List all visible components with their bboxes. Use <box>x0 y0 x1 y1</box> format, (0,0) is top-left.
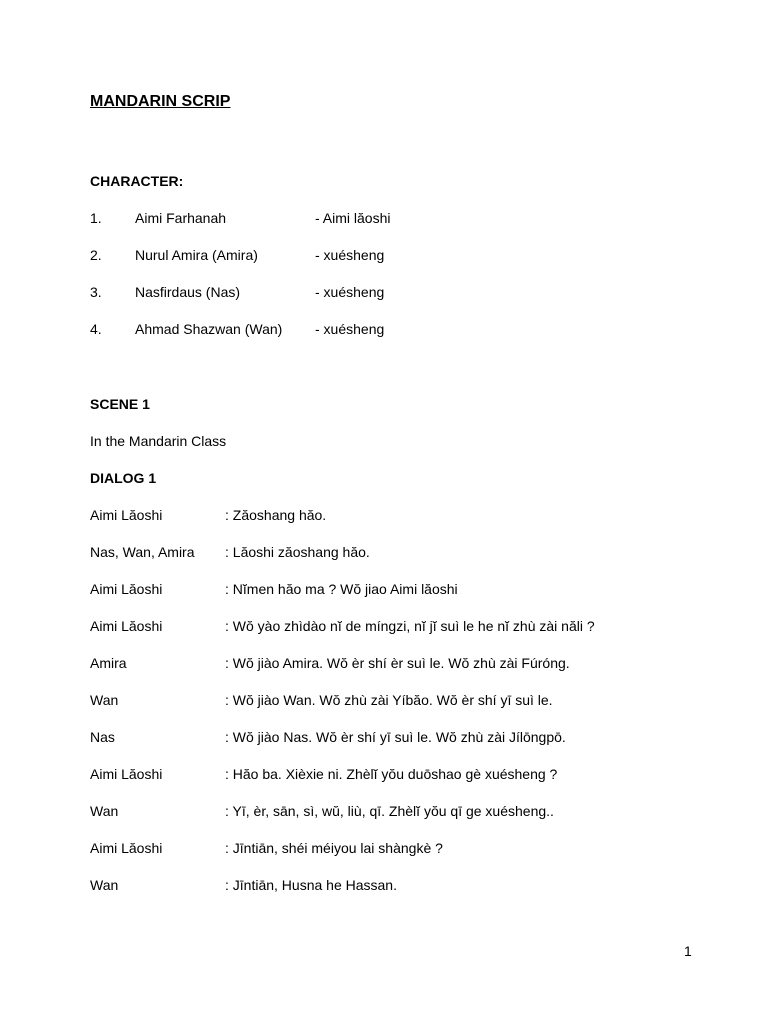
dialog-speech: : Wŏ jiào Wan. Wŏ zhù zài Yíbăo. Wŏ èr shí yī suì le. <box>225 692 553 708</box>
dialog-speaker: Aimi Lăoshi <box>90 507 163 523</box>
page-number: 1 <box>684 943 692 959</box>
dialog-speech: : Zăoshang hăo. <box>225 507 327 523</box>
dialog-speaker: Aimi Lăoshi <box>90 766 163 782</box>
character-name: Ahmad Shazwan (Wan) <box>135 321 283 337</box>
dialog-speech: : Wŏ yào zhìdào nĭ de míngzi, nĭ jĭ suì le he nĭ zhù zài năli ? <box>225 618 595 634</box>
dialog-heading: DIALOG 1 <box>90 470 157 486</box>
dialog-speech: : Lăoshi zăoshang hăo. <box>225 544 370 560</box>
dialog-speaker: Aimi Lăoshi <box>90 840 163 856</box>
character-role: - xuésheng <box>315 284 385 300</box>
character-number: 2. <box>90 247 102 263</box>
dialog-speaker: Amira <box>90 655 127 671</box>
dialog-speaker: Wan <box>90 803 119 819</box>
dialog-speech: : Nĭmen hăo ma ? Wŏ jiao Aimi lăoshi <box>225 581 458 597</box>
dialog-speech: : Jīntiān, Husna he Hassan. <box>225 877 397 893</box>
character-name: Nasfirdaus (Nas) <box>135 284 241 300</box>
character-role: - xuésheng <box>315 321 385 337</box>
dialog-speaker: Aimi Lăoshi <box>90 618 163 634</box>
dialog-speech: : Wŏ jiào Nas. Wŏ èr shí yī suì le. Wŏ zhù zài Jílōngpō. <box>225 729 566 745</box>
dialog-speech: : Yī, èr, sān, sì, wŭ, liù, qī. Zhèlĭ yŏu qī ge xuésheng.. <box>225 803 554 819</box>
character-number: 3. <box>90 284 102 300</box>
dialog-speech: : Wŏ jiào Amira. Wŏ èr shí èr suì le. Wŏ zhù zài Fúróng. <box>225 655 570 671</box>
dialog-speech: : Jīntiān, shéi méiyou lai shàngkè ? <box>225 840 443 856</box>
dialog-speech: : Hăo ba. Xièxie ni. Zhèlĭ yŏu duōshao gè xuésheng ? <box>225 766 558 782</box>
dialog-speaker: Wan <box>90 877 119 893</box>
dialog-speaker: Nas <box>90 729 115 745</box>
character-role: - Aimi lăoshi <box>315 210 391 226</box>
dialog-speaker: Nas, Wan, Amira <box>90 544 195 560</box>
character-name: Aimi Farhanah <box>135 210 227 226</box>
character-number: 4. <box>90 321 102 337</box>
dialog-speaker: Wan <box>90 692 119 708</box>
character-role: - xuésheng <box>315 247 385 263</box>
character-heading: CHARACTER: <box>90 173 184 189</box>
scene-heading: SCENE 1 <box>90 396 150 412</box>
scene-setting: In the Mandarin Class <box>90 433 227 449</box>
character-number: 1. <box>90 210 102 226</box>
character-name: Nurul Amira (Amira) <box>135 247 258 263</box>
dialog-speaker: Aimi Lăoshi <box>90 581 163 597</box>
document-title: MANDARIN SCRIP <box>90 93 231 110</box>
